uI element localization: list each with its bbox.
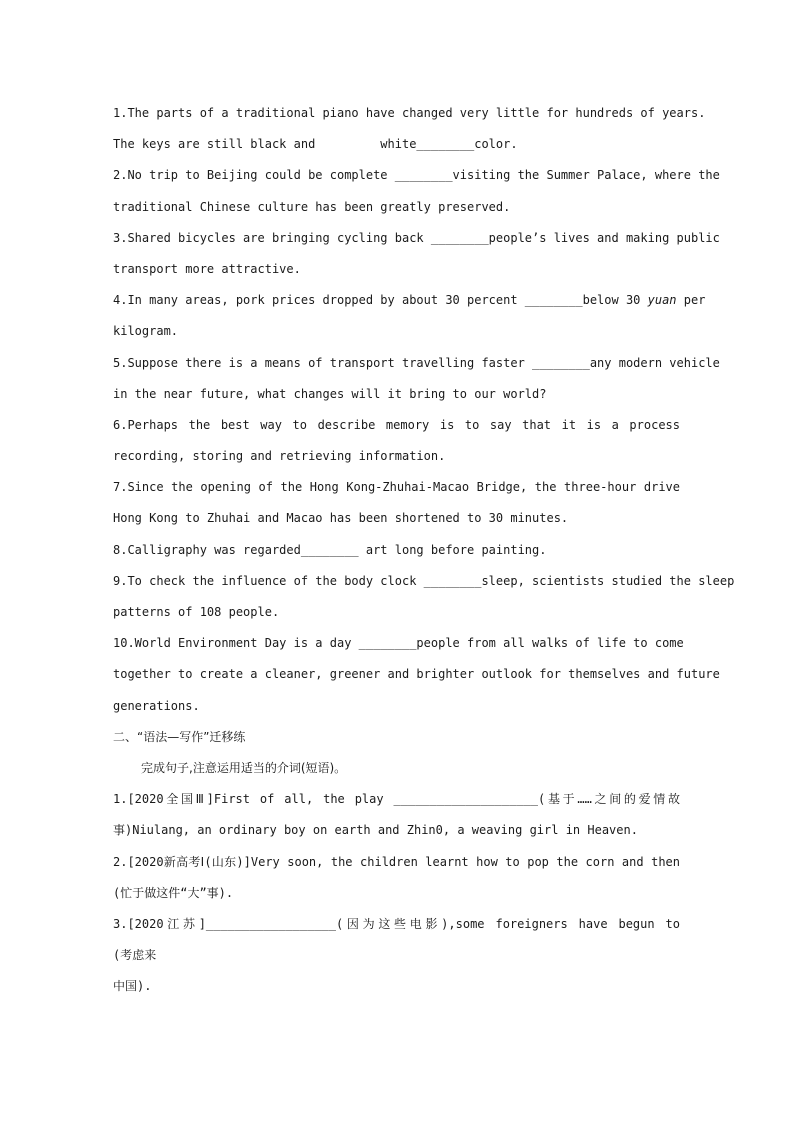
s2-q2-line-1: 2.[2020新高考Ⅰ(山东)]Very soon, the children learnt how to pop the corn and then (113, 854, 680, 869)
q6-line-1: 6.Perhaps the best way to describe memory is to say that it is a process (113, 417, 680, 432)
q6-line-2: recording, storing and retrieving information. (113, 449, 446, 464)
q4-line-1 (113, 285, 706, 316)
s2-q2-line-2: (忙于做这件“大”事). (113, 885, 234, 900)
section-2-heading: 二、“语法—写作”迁移练 (113, 729, 246, 744)
q9-line-2: patterns of 108 people. (113, 605, 280, 619)
s2-q3-line-3: 中国). (113, 979, 152, 994)
q1-line-2: The keys are still black and white________color. (113, 137, 518, 152)
s2-q1-line-2: 事)Niulang, an ordinary boy on earth and Zhin0, a weaving girl in Heaven. (113, 823, 638, 838)
worksheet (113, 98, 735, 1002)
q3-line-2: transport more attractive. (113, 261, 301, 276)
q9-line-1: 9.To check the influence of the body clock ________sleep, scientists studied the sleep (113, 573, 735, 588)
q4-text-b: per (676, 293, 706, 308)
q5-line-2: in the near future, what changes will it bring to our world? (113, 386, 547, 401)
q4-yuan-italic: yuan (647, 293, 677, 308)
q3-line-1: 3.Shared bicycles are bringing cycling back ________people’s lives and making public (113, 230, 720, 245)
q7-line-1: 7.Since the opening of the Hong Kong-Zhuhai-Macao Bridge, the three-hour drive (113, 480, 680, 495)
q1-line-1: 1.The parts of a traditional piano have changed very little for hundreds of years. (113, 106, 706, 120)
section-1-exercises (113, 98, 735, 722)
section-2-exercises (113, 722, 680, 1003)
q7-line-2: Hong Kong to Zhuhai and Macao has been shortened to 30 minutes. (113, 511, 569, 526)
q10-line-1: 10.World Environment Day is a day ________people from all walks of life to come (113, 636, 684, 651)
s2-q3-line-2: (考虑来 (113, 948, 157, 963)
q4-line-2: kilogram. (113, 324, 179, 339)
q2-line-2: traditional Chinese culture has been greatly preserved. (113, 199, 511, 214)
q4-text-a: 4.In many areas, pork prices dropped by about 30 percent ________below 30 (113, 293, 648, 308)
s2-q3-line-1: 3.[2020江苏]__________________(因为这些电影),some foreigners have begun to (113, 916, 680, 931)
q8-line-1: 8.Calligraphy was regarded________ art long before painting. (113, 542, 547, 557)
q10-line-3: generations. (113, 698, 200, 713)
s2-q1-line-1: 1.[2020全国Ⅲ]First of all, the play ____________________(基于……之间的爱情故 (113, 792, 680, 807)
q2-line-1: 2.No trip to Beijing could be complete ________visiting the Summer Palace, where the (113, 168, 720, 183)
section-2-instruction: 完成句子,注意运用适当的介词(短语)。 (141, 760, 347, 775)
q10-line-2: together to create a cleaner, greener and brighter outlook for themselves and future (113, 667, 720, 682)
q5-line-1: 5.Suppose there is a means of transport travelling faster ________any modern vehicle (113, 355, 720, 370)
